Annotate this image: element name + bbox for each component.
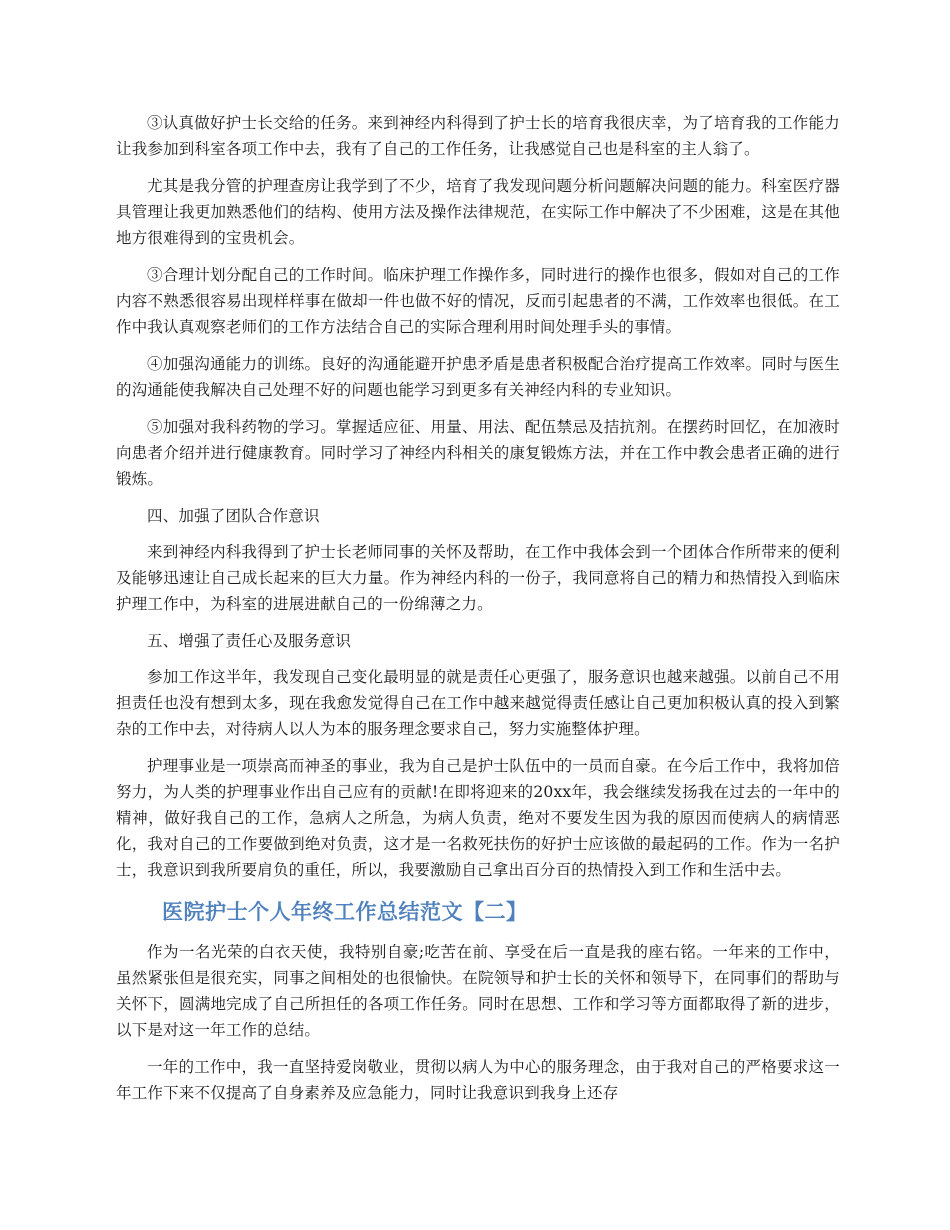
heading-responsibility: 五、增强了责任心及服务意识 bbox=[147, 632, 352, 650]
section-title: 医院护士个人年终工作总结范文【二】 bbox=[162, 900, 528, 924]
heading-teamwork: 四、加强了团队合作意识 bbox=[147, 507, 320, 525]
paragraph-communication: ④加强沟通能力的训练。良好的沟通能避开护患矛盾是患者积极配合治疗提高工作效率。同时与医生的沟通能使我解决自己处理不好的问题也能学习到更多有关神经内科的专业知识。 bbox=[116, 355, 840, 399]
paragraph-ward-rounds: 尤其是我分管的护理查房让我学到了不少，培育了我发现问题分析问题解决问题的能力。科室医疗器具管理让我更加熟悉他们的结构、使用方法及操作法律规范，在实际工作中解决了不少困难，这是在其他地方很难得到的宝贵机会。 bbox=[116, 177, 840, 247]
paragraph-white-angel: 作为一名光荣的白衣天使，我特别自豪;吃苦在前、享受在后一直是我的座右铭。一年来的工作中，虽然紧张但是很充实，同事之间相处的也很愉快。在院领导和护士长的关怀和领导下，在同事们的帮助与关怀下，圆满地完成了自己所担任的各项工作任务。同时在思想、工作和学习等方面都取得了新的进步，以下是对这一年工作的总结。 bbox=[116, 943, 840, 1039]
paragraph-dedication: 一年的工作中，我一直坚持爱岗敬业，贯彻以病人为中心的服务理念，由于我对自己的严格要求这一年工作下来不仅提高了自身素养及应急能力，同时让我意识到我身上还存 bbox=[116, 1058, 840, 1102]
paragraph-medicine-study: ⑤加强对我科药物的学习。掌握适应征、用量、用法、配伍禁忌及拮抗剂。在摆药时回忆，在加液时向患者介绍并进行健康教育。同时学习了神经内科相关的康复锻炼方法，并在工作中教会患者正确的进行锻炼。 bbox=[116, 418, 840, 488]
paragraph-time-planning: ③合理计划分配自己的工作时间。临床护理工作操作多，同时进行的操作也很多，假如对自己的工作内容不熟悉很容易出现样样事在做却一件也做不好的情况，反而引起患者的不满，工作效率也很低。在工作中我认真观察老师们的工作方法结合自己的实际合理利用时间处理手头的事情。 bbox=[116, 266, 840, 336]
document-body bbox=[116, 110, 840, 1117]
paragraph-responsibility: 参加工作这半年，我发现自己变化最明显的就是责任心更强了，服务意识也越来越强。以前自己不用担责任也没有想到太多，现在我愈发觉得自己在工作中越来越觉得责任感让自己更加积极认真的投入到繁杂的工作中去，对待病人以人为本的服务理念要求自己，努力实施整体护理。 bbox=[116, 668, 840, 738]
paragraph-nursing-career: 护理事业是一项崇高而神圣的事业，我为自己是护士队伍中的一员而自豪。在今后工作中，我将加倍努力，为人类的护理事业作出自己应有的贡献!在即将迎来的20xx年，我会继续发扬我在过去的一年中的精神，做好我自己的工作，急病人之所急，为病人负责，绝对不要发生因为我的原因而使病人的病情恶化，我对自己的工作要做到绝对负责，这才是一名救死扶伤的好护士应该做的最起码的工作。作为一名护士，我意识到我所要肩负的重任，所以，我要激励自己拿出百分百的热情投入到工作和生活中去。 bbox=[116, 757, 840, 879]
paragraph-teamwork: 来到神经内科我得到了护士长老师同事的关怀及帮助，在工作中我体会到一个团体合作所带来的便利及能够迅速让自己成长起来的巨大力量。作为神经内科的一份子，我同意将自己的精力和热情投入到临床护理工作中，为科室的进展进献自己的一份绵薄之力。 bbox=[116, 543, 840, 613]
paragraph-task: ③认真做好护士长交给的任务。来到神经内科得到了护士长的培育我很庆幸，为了培育我的工作能力让我参加到科室各项工作中去，我有了自己的工作任务，让我感觉自己也是科室的主人翁了。 bbox=[116, 114, 840, 158]
